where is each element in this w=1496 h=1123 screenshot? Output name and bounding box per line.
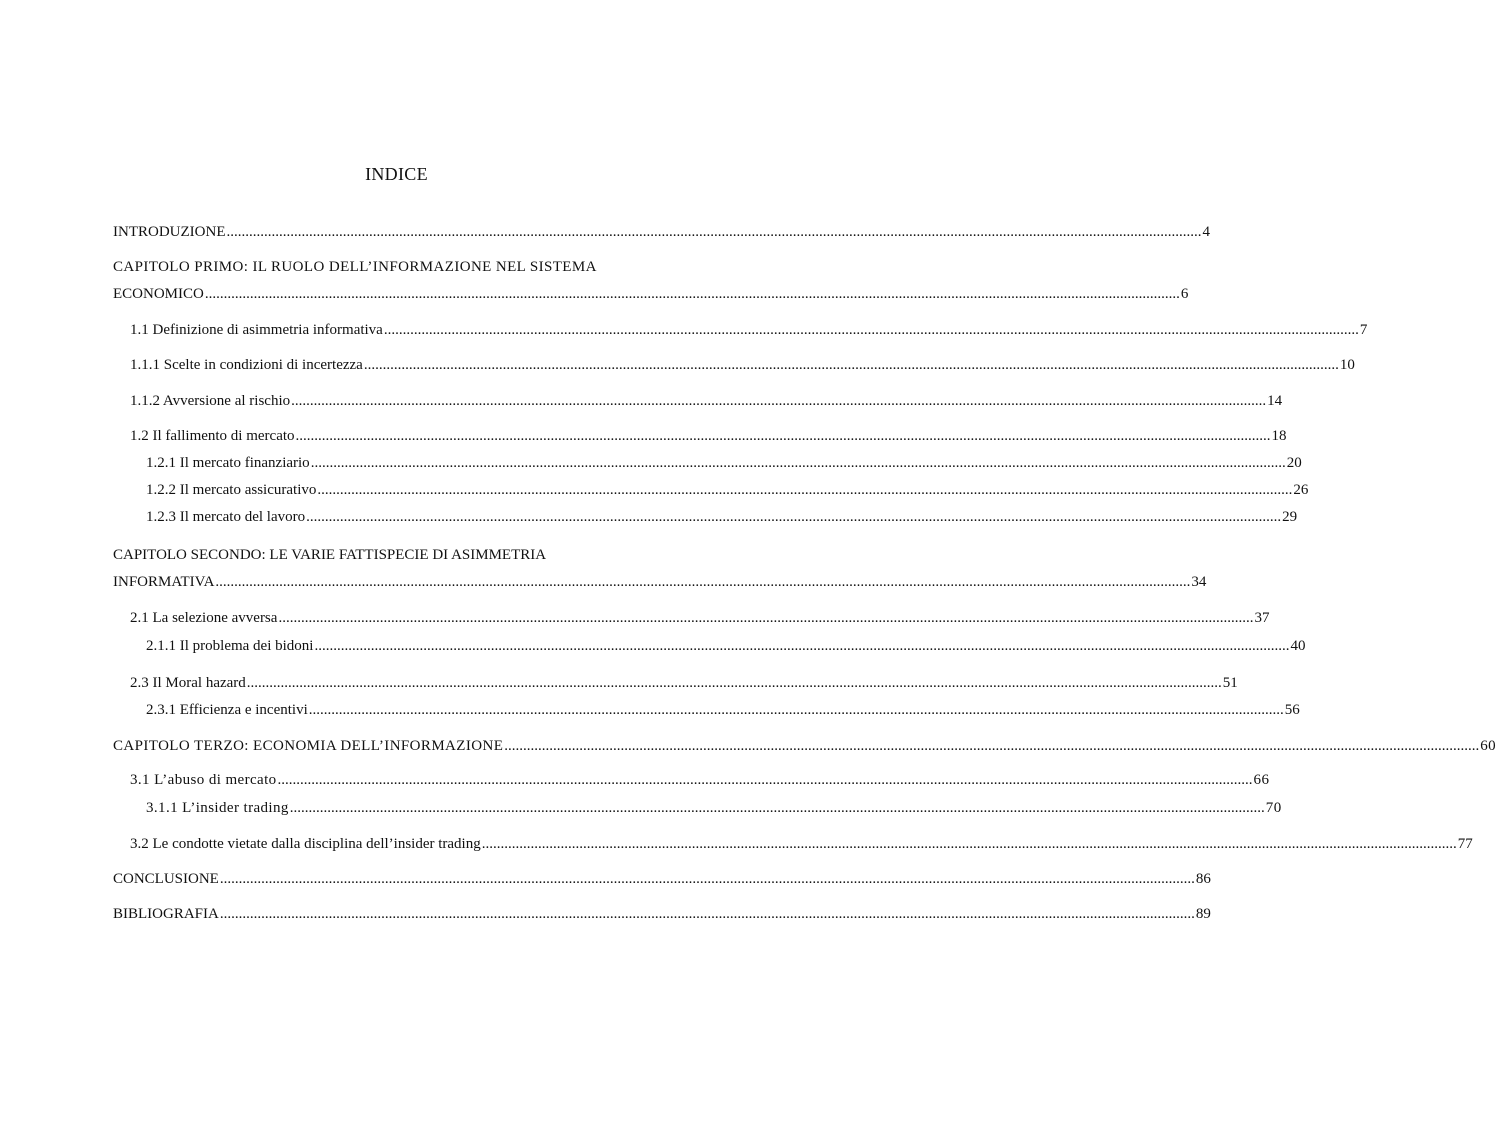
toc-entry-page: 14	[1267, 393, 1283, 409]
toc-entry-2-3[interactable]	[130, 675, 1238, 697]
toc-entry-label: 1.1 Definizione di asimmetria informativa	[130, 322, 383, 338]
toc-entry-page: 56	[1284, 702, 1300, 718]
toc-entry-3-1[interactable]	[130, 772, 1270, 794]
toc-entry-1-2-3[interactable]	[146, 509, 1298, 531]
toc-entry-page: 7	[1359, 322, 1368, 338]
toc-entry-label: 1.2 Il fallimento di mercato	[130, 428, 295, 444]
toc-leader-dots: ....................................................................................................................................................................................................................................................................	[219, 871, 1195, 887]
toc-leader-dots: ....................................................................................................................................................................................................................................................................	[317, 482, 1293, 498]
toc-leader-dots: ....................................................................................................................................................................................................................................................................	[314, 638, 1290, 654]
toc-leader-dots: ....................................................................................................................................................................................................................................................................	[481, 836, 1457, 852]
toc-entry-label: CONCLUSIONE	[113, 871, 219, 887]
toc-entry-label: 1.2.3 Il mercato del lavoro	[146, 509, 306, 525]
toc-leader-dots: ....................................................................................................................................................................................................................................................................	[246, 675, 1222, 691]
toc-entry-1-1[interactable]	[130, 322, 1368, 344]
toc-entry-page: 86	[1195, 871, 1211, 887]
toc-entry-label: 1.1.2 Avversione al rischio	[130, 393, 291, 409]
toc-leader-dots: ....................................................................................................................................................................................................................................................................	[277, 772, 1253, 788]
toc-entry-page: 60	[1480, 738, 1496, 754]
toc-entry-1-2[interactable]	[130, 428, 1287, 450]
toc-leader-dots: ....................................................................................................................................................................................................................................................................	[291, 393, 1267, 409]
toc-entry-label: BIBLIOGRAFIA	[113, 906, 219, 922]
toc-entry-2-1-1[interactable]	[146, 638, 1306, 660]
toc-entry-page: 66	[1253, 772, 1270, 788]
toc-leader-dots: ....................................................................................................................................................................................................................................................................	[306, 509, 1282, 525]
toc-entry-label: 3.2 Le condotte vietate dalla disciplina dell’insider trading	[130, 836, 481, 852]
toc-leader-dots: ....................................................................................................................................................................................................................................................................	[278, 610, 1254, 626]
toc-entry-page: 20	[1286, 455, 1302, 471]
toc-entry-page: 4	[1202, 224, 1210, 240]
toc-entry-page: 40	[1290, 638, 1306, 654]
toc-leader-dots: ....................................................................................................................................................................................................................................................................	[383, 322, 1359, 338]
toc-entry-label: 2.1.1 Il problema dei bidoni	[146, 638, 314, 654]
toc-entry-label: 1.2.1 Il mercato finanziario	[146, 455, 310, 471]
page-title: INDICE	[365, 164, 428, 184]
toc-entry-label: 2.3.1 Efficienza e incentivi	[146, 702, 308, 718]
toc-leader-dots: ....................................................................................................................................................................................................................................................................	[204, 286, 1180, 302]
toc-chapter-heading-1[interactable]: CAPITOLO PRIMO: IL RUOLO DELL’INFORMAZIONE NEL SISTEMA	[113, 259, 597, 275]
toc-entry-page: 10	[1339, 357, 1355, 373]
toc-entry-3-1-1[interactable]	[146, 800, 1282, 822]
toc-entry-page: 34	[1191, 574, 1207, 590]
toc-entry-page: 37	[1254, 610, 1270, 626]
toc-entry-1-1-1[interactable]	[130, 357, 1355, 379]
toc-entry-label: 2.3 Il Moral hazard	[130, 675, 246, 691]
toc-entry-introduzione[interactable]	[113, 224, 1210, 246]
toc-entry-conclusione[interactable]	[113, 871, 1211, 893]
toc-leader-dots: ....................................................................................................................................................................................................................................................................	[215, 574, 1191, 590]
toc-entry-3-2[interactable]	[130, 836, 1473, 858]
toc-entry-page: 26	[1293, 482, 1309, 498]
toc-leader-dots: ....................................................................................................................................................................................................................................................................	[289, 800, 1265, 816]
toc-entry-label: 1.1.1 Scelte in condizioni di incertezza	[130, 357, 363, 373]
toc-leader-dots: ....................................................................................................................................................................................................................................................................	[310, 455, 1286, 471]
toc-entry-label: INFORMATIVA	[113, 574, 215, 590]
toc-entry-page: 18	[1271, 428, 1287, 444]
toc-entry-page: 89	[1195, 906, 1211, 922]
toc-leader-dots: ....................................................................................................................................................................................................................................................................	[219, 906, 1195, 922]
toc-leader-dots: ....................................................................................................................................................................................................................................................................	[308, 702, 1284, 718]
toc-entry-cap2[interactable]	[113, 574, 1207, 596]
toc-entry-1-2-2[interactable]	[146, 482, 1309, 504]
toc-entry-label: INTRODUZIONE	[113, 224, 226, 240]
toc-entry-label: CAPITOLO TERZO: ECONOMIA DELL’INFORMAZIONE	[113, 738, 504, 754]
toc-entry-2-3-1[interactable]	[146, 702, 1300, 724]
toc-entry-page: 6	[1180, 286, 1189, 302]
toc-entry-page: 70	[1265, 800, 1282, 816]
toc-entry-label: 1.2.2 Il mercato assicurativo	[146, 482, 317, 498]
toc-entry-label: 3.1.1 L’insider trading	[146, 800, 289, 816]
toc-entry-label: 2.1 La selezione avversa	[130, 610, 278, 626]
toc-entry-1-2-1[interactable]	[146, 455, 1302, 477]
toc-entry-1-1-2[interactable]	[130, 393, 1283, 415]
toc-entry-label: 3.1 L’abuso di mercato	[130, 772, 277, 788]
toc-leader-dots: ....................................................................................................................................................................................................................................................................	[504, 738, 1480, 754]
toc-entry-2-1[interactable]	[130, 610, 1270, 632]
toc-leader-dots: ....................................................................................................................................................................................................................................................................	[295, 428, 1271, 444]
toc-leader-dots: ....................................................................................................................................................................................................................................................................	[226, 224, 1202, 240]
toc-entry-page: 29	[1282, 509, 1298, 525]
toc-leader-dots: ....................................................................................................................................................................................................................................................................	[363, 357, 1339, 373]
toc-entry-page: 51	[1222, 675, 1238, 691]
toc-entry-cap3[interactable]	[113, 738, 1496, 760]
toc-entry-cap1[interactable]	[113, 286, 1189, 308]
toc-entry-bibliografia[interactable]	[113, 906, 1211, 928]
toc-chapter-heading-2[interactable]: CAPITOLO SECONDO: LE VARIE FATTISPECIE DI ASIMMETRIA	[113, 547, 547, 563]
toc-entry-page: 77	[1457, 836, 1473, 852]
toc-entry-label: ECONOMICO	[113, 286, 204, 302]
